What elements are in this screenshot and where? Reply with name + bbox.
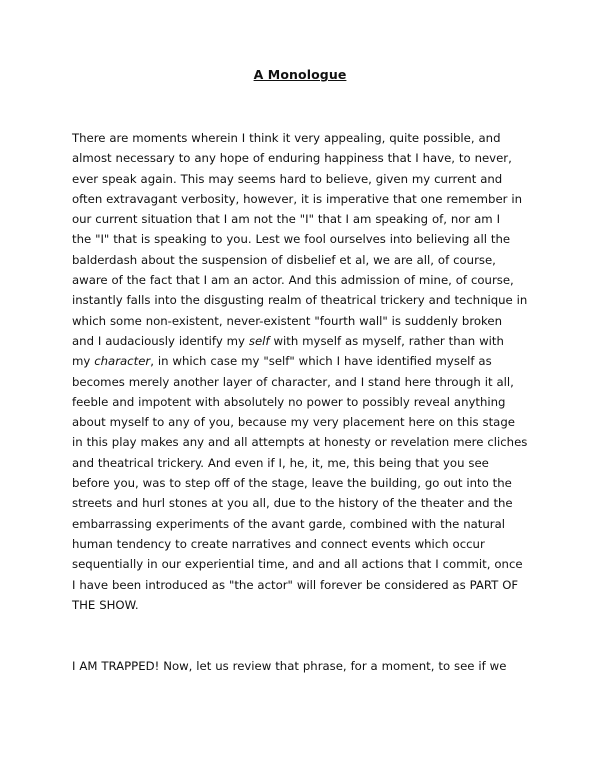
text-line bbox=[72, 331, 544, 351]
text-line: often extravagant verbosity, however, it is imperative that one remember in bbox=[72, 191, 523, 206]
text-line: feeble and impotent with absolutely no power to possibly reveal anything bbox=[72, 394, 506, 409]
text-line: ever speak again. This may seems hard to believe, given my current and bbox=[72, 171, 503, 186]
text-line: I have been introduced as "the actor" will forever be considered as PART OF bbox=[72, 577, 519, 592]
text-segment: , in which case my "self" which I have identified myself as bbox=[150, 354, 492, 369]
text-line: aware of the fact that I am an actor. And this admission of mine, of course, bbox=[72, 273, 514, 288]
text-line: sequentially in our experiential time, and and all actions that I commit, once bbox=[72, 557, 523, 572]
text-line: about myself to any of you, because my very placement here on this stage bbox=[72, 415, 515, 430]
text-segment: and I audaciously identify my bbox=[72, 333, 249, 348]
paragraph-1 bbox=[72, 128, 544, 615]
text-segment: with myself as myself, rather than with bbox=[269, 333, 504, 348]
text-line bbox=[72, 351, 544, 371]
text-line: before you, was to step off of the stage, leave the building, go out into the bbox=[72, 476, 512, 491]
text-line: which some non-existent, never-existent "fourth wall" is suddenly broken bbox=[72, 313, 502, 328]
text-line: our current situation that I am not the "I" that I am speaking of, nor am I bbox=[72, 212, 501, 227]
text-line: I AM TRAPPED! Now, let us review that phrase, for a moment, to see if we bbox=[72, 659, 507, 673]
text-line: THE SHOW. bbox=[72, 597, 139, 612]
emphasis-character: character bbox=[94, 354, 151, 369]
text-line: streets and hurl stones at you all, due to the history of the theater and the bbox=[72, 496, 513, 511]
text-line: in this play makes any and all attempts at honesty or revelation mere cliches bbox=[72, 435, 528, 450]
text-line: embarrassing experiments of the avant garde, combined with the natural bbox=[72, 516, 506, 531]
emphasis-self: self bbox=[248, 333, 270, 348]
text-segment: my bbox=[72, 354, 95, 369]
document-title: A Monologue bbox=[253, 67, 347, 82]
text-line: becomes merely another layer of character, and I stand here through it all, bbox=[72, 374, 514, 389]
text-line: and theatrical trickery. And even if I, he, it, me, this being that you see bbox=[72, 455, 489, 470]
text-line: human tendency to create narratives and connect events which occur bbox=[72, 536, 485, 551]
text-line: instantly falls into the disgusting realm of theatrical trickery and technique in bbox=[72, 293, 528, 308]
text-line: the "I" that is speaking to you. Lest we fool ourselves into believing all the bbox=[72, 232, 511, 247]
paragraph-2 bbox=[72, 656, 544, 676]
text-line: There are moments wherein I think it very appealing, quite possible, and bbox=[72, 131, 501, 145]
text-line: almost necessary to any hope of enduring happiness that I have, to never, bbox=[72, 151, 512, 166]
text-line: balderdash about the suspension of disbelief et al, we are all, of course, bbox=[72, 252, 496, 267]
